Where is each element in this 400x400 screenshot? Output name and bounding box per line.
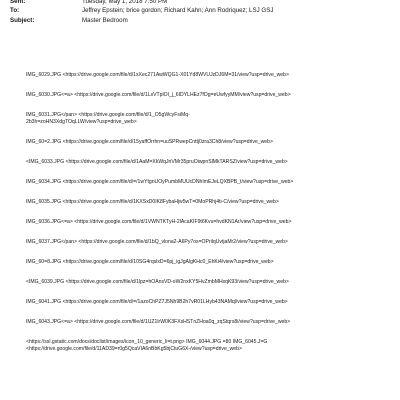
attachment-entry [26,299,396,306]
email-header [10,0,390,26]
attachment-link[interactable]: <IMG_6033.JPG <https://drive.google.com/file/d/1AaM=XkWqJnVMr35pruOiwpnSlMkTARSZ/view?usp=drive_web> [26,159,288,165]
to-row [10,6,390,16]
attachment-entry [26,139,396,146]
sent-value: Tuesday, May 1, 2018 7:50 PM [82,0,168,5]
attachment-link[interactable]: IMG_60=2.JPG <https://drive.google.com/file/d/15yaffOrrhn=uuSPRwepCnttj0zra3Ch8/view?usp=drive_web> [26,139,273,145]
attachment-link[interactable]: IMG_6035.JPG <https://drive.google.com/file/d/1KXSxD0IK8FybaHjw5wT=0MoPRhj4ti-C/view?usp=drive_web> [26,199,279,205]
attachment-entry [26,179,396,186]
attachment-entry [26,199,396,206]
attachment-link[interactable]: IMG_6041.JPG <https://drive.google.com/file/d/=/1azoChPZ7J5Nh9B2h7vR01LHyb43NAMql/view?usp=drive_web> [26,299,288,305]
subject-label: Subject: [10,17,35,24]
attachment-link-continued[interactable]: 2b3h=zoHN3XdgTOqLLW/view?usp=drive_web> [26,119,137,125]
attachment-link[interactable]: IMG_6031.JPG</pan> <https://drive.google.com/file/d/1_O5gWcyFsiMq- [26,112,190,118]
attachment-link[interactable]: IMG_60=8.JPG <https://drive.google.com/file/d/10SG4rqslxD=6pj_igJgAlgKHc0_EhKi4/view?usp=drive_web> [26,259,274,265]
attachment-entry [26,72,396,79]
sent-label: Sent: [10,0,26,5]
attachment-entry [26,159,396,166]
email-body [26,72,396,366]
attachment-link[interactable]: <https://ssl.gstatic.com/docs/doclist/images/icon_10_generic_li=t.png> IMG_6044.JPG =80 IMG_6045.J=G [26,339,268,345]
attachment-link[interactable]: IMG_6037.JPG</pan> <https://drive.google.com/file/d/1bQ_vlona2-A6Py7os=OPrilqUvtjaMr2/view?usp=drive_web> [26,239,288,245]
attachment-entry [26,219,396,226]
attachment-link-continued[interactable]: <https://drive.google.com/file/d/11AD39=r0g5QcaVIA6nBbKg5bjCtuG6X-/view?usp=drive_web> [26,346,242,352]
attachment-entry [26,279,396,286]
attachment-entry [26,92,396,99]
attachment-entry [26,339,396,353]
attachment-entry [26,319,396,326]
to-label: To: [10,7,20,14]
attachment-link[interactable]: IMG_6043.JPG<=a> <https://drive.google.com/file/d/1UZ1lrW0K3FXsHSTnZHoa0q_zqStqrs8i/view?usp=drive_web> [26,319,291,325]
attachment-entry [26,259,396,266]
attachment-link[interactable]: IMG_6036.JPG<=a> <https://drive.google.com/file/d/1VWNTKTyH-2lAcaKIF9t6Kvu=hvdKN1Ar/view?usp=drive_web> [26,219,292,225]
attachment-link[interactable]: IMG_6029.JPG <https://drive.google.com/file/d/1xXec271AwWQG1-X01Yd8WVUJzDJ6M=31/view?usp=drive_web> [26,72,289,78]
subject-row [10,16,390,26]
attachment-link[interactable]: IMG_6034.JPG <https://drive.google.com/file/d/=/1wYtgnUOyPumbMUUcDNhImEJeLQXBPB_t/view?usp=drive_web> [26,179,294,185]
attachment-entry [26,239,396,246]
to-value: Jeffrey Epstein; brice gordon; Richard Kahn; Ann Rodriquez; LSJ GSJ [82,7,274,14]
subject-value: Master Bedroom [82,17,128,24]
attachment-link[interactable]: <IMG_6039.JPG <https://drive.google.com/file/d/1lpz=hOAnsVD-oW2nxKY5HvZmbMHxqK93/view?usp=drive_web> [26,279,289,285]
attachment-link[interactable]: IMG_6030.JPG<=a> <https://drive.google.com/file/d/1LsVTplOI_j_6IDYLHEz7fOg=eUwfyyMM/view?usp=drive_web> [26,92,291,98]
attachment-entry [26,112,396,126]
